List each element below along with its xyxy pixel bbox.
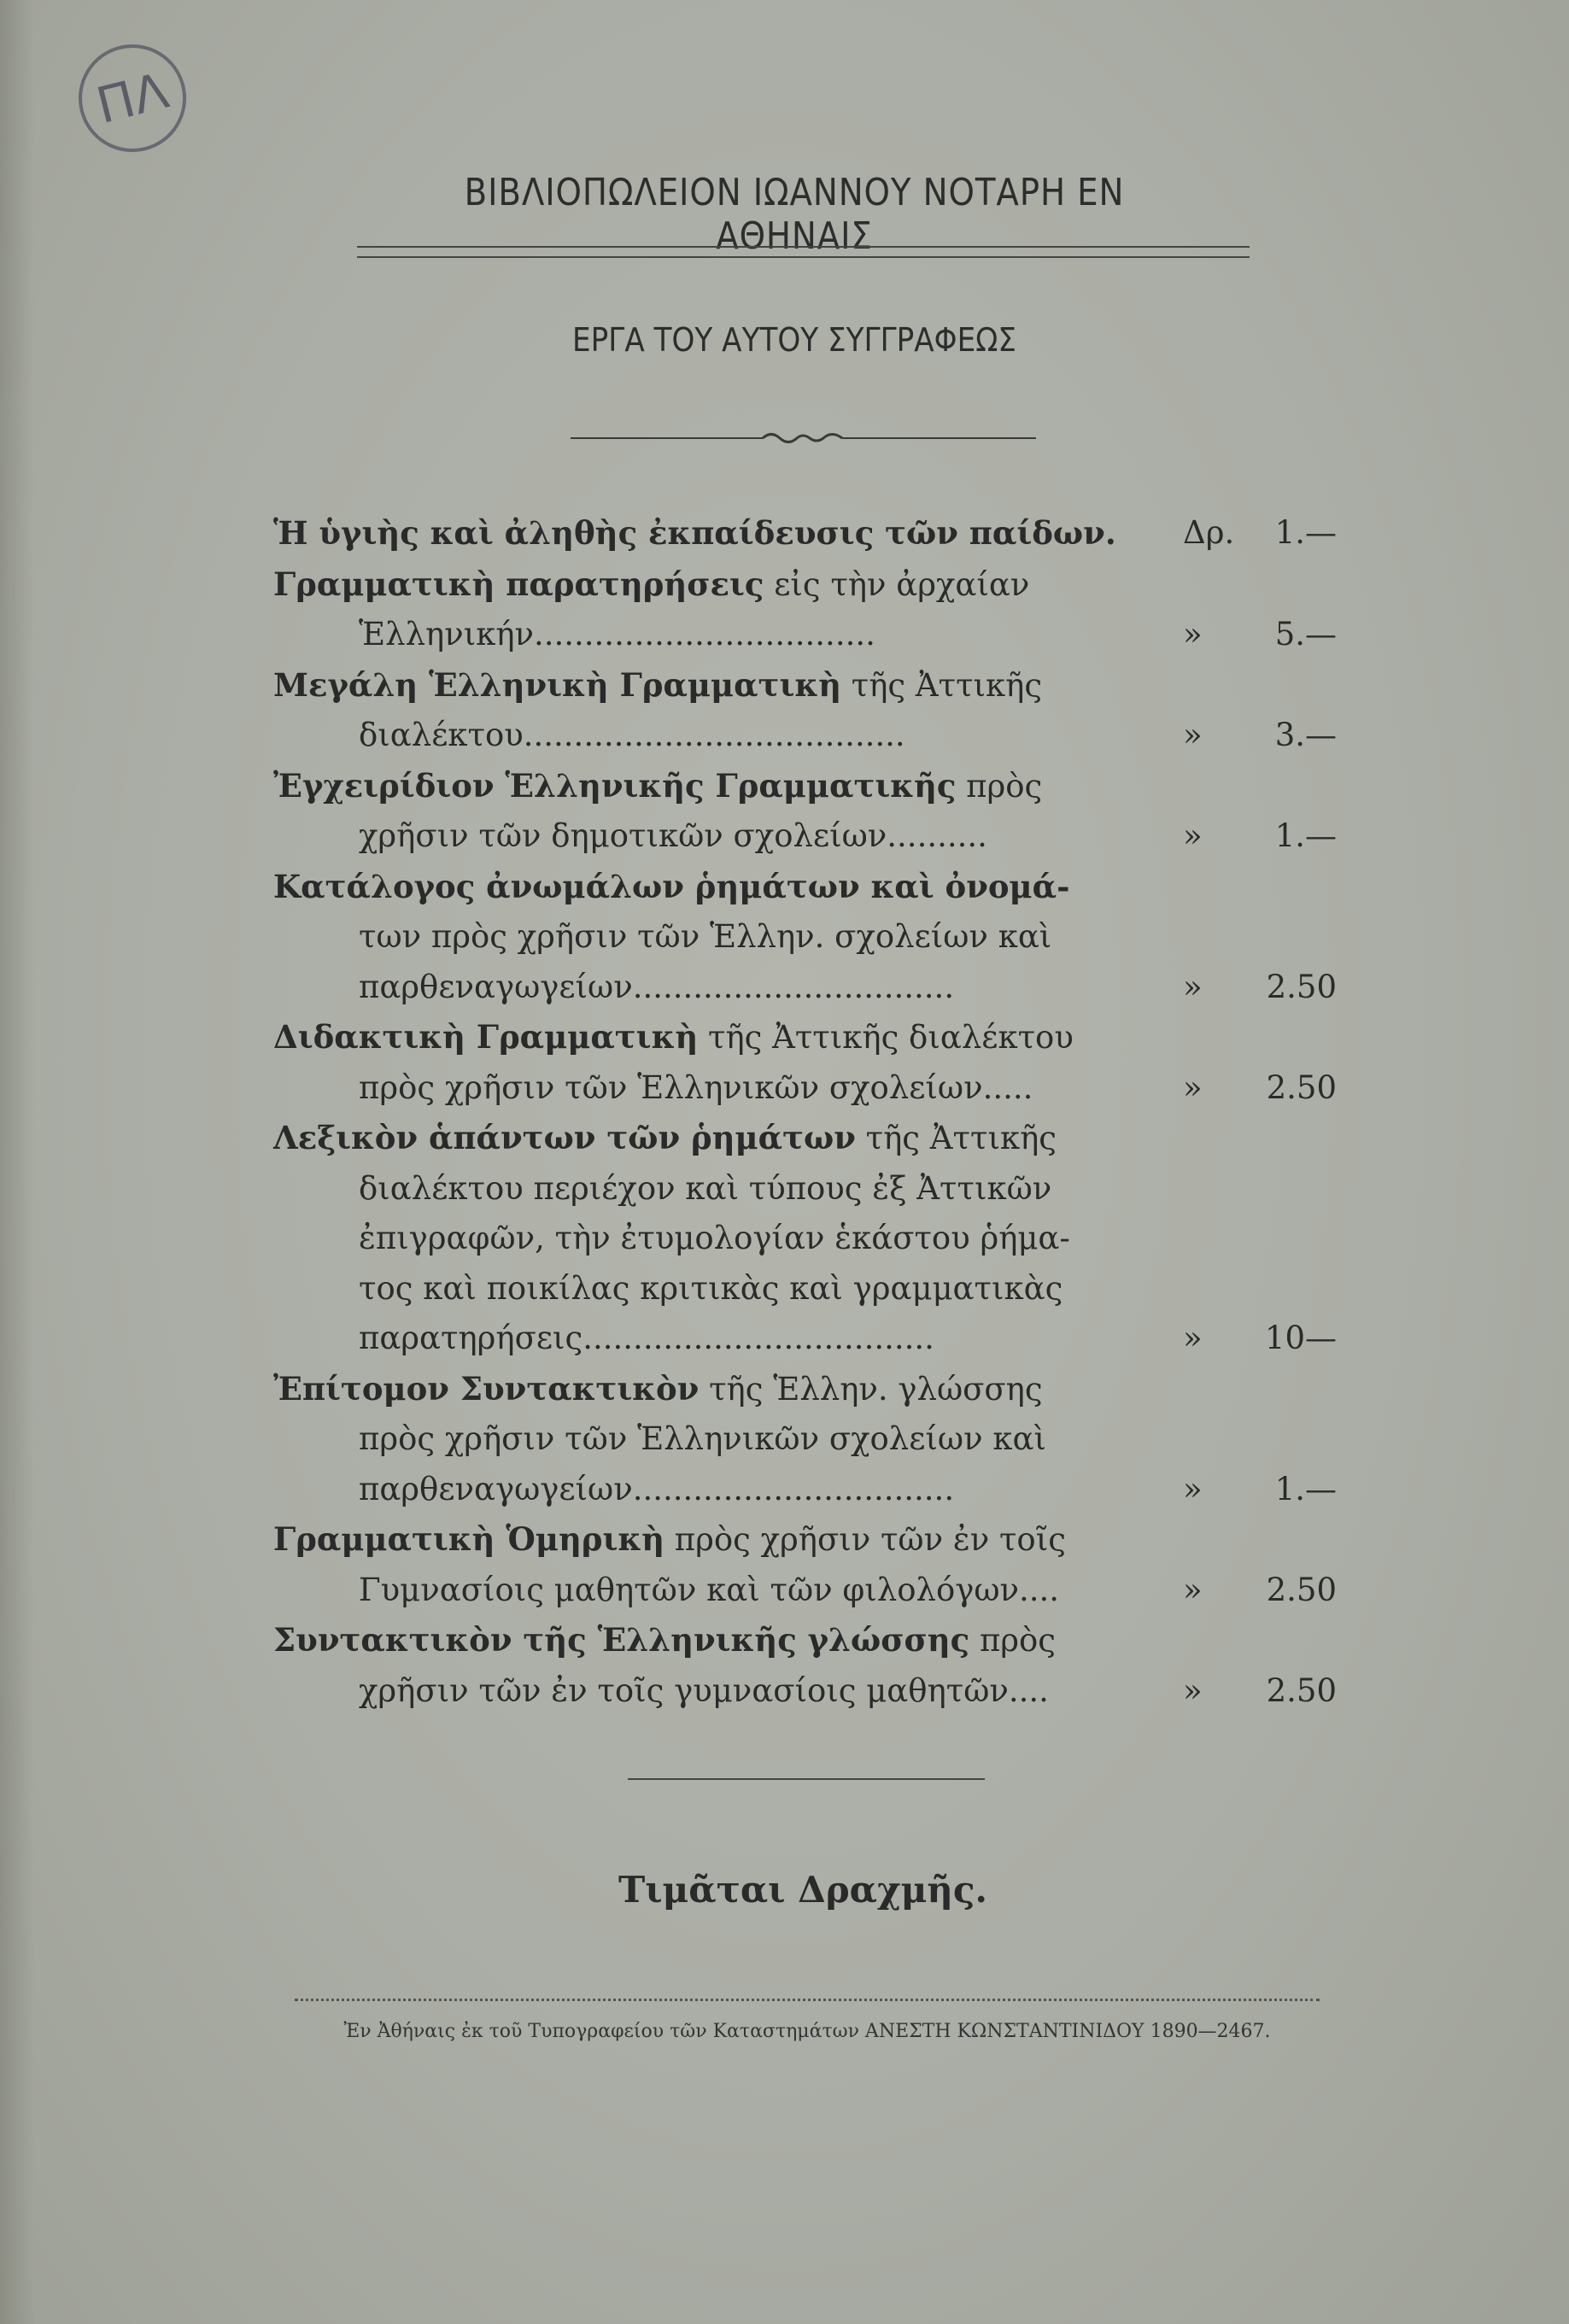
work-description: χρῆσιν τῶν δημοτικῶν σχολείων.......... [359, 817, 987, 854]
work-title: Ἡ ὑγιὴς καὶ ἀληθὴς ἐκπαίδευσις τῶν παίδων. [273, 514, 1116, 552]
currency-mark: » [1183, 1068, 1203, 1106]
work-price [1157, 610, 1337, 660]
work-description: διαλέκτου...................................... [359, 717, 905, 753]
work-entry [273, 1615, 1337, 1716]
work-line [273, 1615, 1337, 1666]
dotted-rule [295, 1999, 1320, 2001]
work-description: εἰς τὴν ἀρχαίαν [764, 565, 1030, 603]
work-title: Ἐπίτομον Συντακτικὸν [273, 1369, 700, 1408]
price-value: 3.— [1274, 717, 1337, 753]
work-entry [273, 1012, 1337, 1113]
price-value: 1.— [1274, 514, 1337, 551]
work-line [273, 711, 1337, 761]
price-value: 2.50 [1266, 1068, 1337, 1106]
work-price [1157, 711, 1337, 761]
work-line [273, 610, 1337, 660]
work-title: Συντακτικὸν τῆς Ἑλληνικῆς γλώσσης [273, 1621, 970, 1659]
work-description: τῆς Ἀττικῆς [855, 1120, 1057, 1156]
work-line [273, 1214, 1337, 1264]
price-value: 10— [1264, 1320, 1337, 1356]
price-value: 1.— [1274, 1470, 1337, 1507]
work-line [273, 963, 1337, 1013]
work-description: τῆς Ἑλλην. γλώσσης [699, 1370, 1043, 1408]
work-description: Γυμνασίοις μαθητῶν καὶ τῶν φιλολόγων.... [359, 1571, 1060, 1608]
price-value: 2.50 [1266, 1571, 1337, 1608]
currency-mark: Δρ. [1183, 514, 1235, 551]
work-price [1157, 1063, 1337, 1114]
work-title: Ἐγχειρίδιον Ἑλληνικῆς Γραμματικῆς [273, 766, 957, 805]
work-title: Λεξικὸν ἁπάντων τῶν ῥημάτων [273, 1119, 856, 1156]
work-description: πρὸς χρῆσιν τῶν ἐν τοῖς [664, 1521, 1066, 1558]
work-line [273, 761, 1337, 812]
work-description: Ἑλληνικήν.................................. [359, 616, 875, 653]
work-title: Κατάλογος ἀνωμάλων ῥημάτων καὶ ὀνομά- [273, 867, 1070, 905]
work-price [1157, 811, 1337, 862]
ornament-divider [571, 425, 1036, 451]
work-description: παρατηρήσεις................................... [359, 1320, 934, 1356]
header-double-rule [357, 246, 1250, 258]
currency-mark: » [1183, 817, 1203, 854]
works-subtitle: ΕΡΓΑ ΤΟΥ ΑΥΤΟΥ ΣΥΓΓΡΑΦΕΩΣ [572, 321, 1016, 359]
work-line [273, 1164, 1337, 1215]
work-title: Γραμματικὴ παρατηρήσεις [273, 565, 764, 603]
printer-imprint: Ἐν Ἀθήναις ἐκ τοῦ Τυπογραφείου τῶν Καταστημάτων ΑΝΕΣΤΗ ΚΩΝΣΤΑΝΤΙΝΙΔΟΥ 1890—2467. [343, 2021, 1271, 2042]
work-description: παρθεναγωγείων................................ [359, 1470, 955, 1507]
work-line [273, 1264, 1337, 1314]
work-price [1157, 1566, 1337, 1616]
work-line [273, 1666, 1337, 1717]
price-value: 5.— [1274, 616, 1337, 653]
currency-mark: » [1183, 1671, 1203, 1709]
work-price [1157, 963, 1337, 1013]
currency-mark: » [1183, 616, 1203, 653]
work-title: Μεγάλη Ἑλληνικὴ Γραμματικὴ [273, 665, 841, 704]
work-description: πρὸς [956, 767, 1043, 805]
work-line [273, 1113, 1337, 1164]
work-entry [273, 1113, 1337, 1364]
bottom-rule [628, 1778, 985, 1780]
work-price [1157, 1314, 1337, 1364]
work-description: ἐπιγραφῶν, τὴν ἐτυμολογίαν ἑκάστου ῥήμα- [359, 1220, 1070, 1256]
work-line [273, 862, 1337, 913]
work-line [273, 1414, 1337, 1465]
price-value: 2.50 [1266, 1671, 1337, 1709]
work-description: πρὸς [969, 1622, 1057, 1659]
work-entry [273, 559, 1337, 660]
work-price [1157, 508, 1337, 559]
work-line [273, 811, 1337, 862]
work-line [273, 559, 1337, 611]
currency-mark: » [1183, 1320, 1203, 1356]
work-description: πρὸς χρῆσιν τῶν Ἑλληνικῶν σχολείων καὶ [359, 1420, 1046, 1457]
work-line [273, 1314, 1337, 1364]
work-description: διαλέκτου περιέχον καὶ τύπους ἐξ Ἀττικῶν [359, 1169, 1052, 1207]
work-price [1157, 1465, 1337, 1515]
library-stamp: ΠΛ [67, 33, 198, 164]
work-title: Γραμματικὴ Ὁμηρικὴ [273, 1520, 665, 1558]
work-description: των πρὸς χρῆσιν τῶν Ἑλλην. σχολείων καὶ [359, 918, 1052, 955]
currency-mark: » [1183, 717, 1203, 753]
currency-mark: » [1183, 1571, 1203, 1608]
work-line [273, 508, 1337, 559]
work-price [1157, 1666, 1337, 1717]
work-entry [273, 660, 1337, 761]
work-line [273, 1566, 1337, 1616]
work-entry [273, 1514, 1337, 1615]
work-entry [273, 761, 1337, 862]
work-entry [273, 508, 1337, 559]
work-line [273, 1514, 1337, 1566]
work-title: Διδακτικὴ Γραμματικὴ [273, 1018, 699, 1056]
currency-mark: » [1183, 1470, 1203, 1507]
work-description: παρθεναγωγείων................................ [359, 968, 955, 1005]
works-list [273, 508, 1337, 1716]
page-edge-shadow [0, 0, 34, 2324]
work-description: χρῆσιν τῶν ἐν τοῖς γυμνασίοις μαθητῶν.... [359, 1671, 1049, 1709]
work-description: πρὸς χρῆσιν τῶν Ἑλληνικῶν σχολείων..... [359, 1068, 1033, 1106]
work-line [273, 1063, 1337, 1114]
work-line [273, 1364, 1337, 1415]
work-line [273, 1012, 1337, 1063]
work-description: τῆς Ἀττικῆς [841, 666, 1043, 704]
work-entry [273, 862, 1337, 1013]
work-description: τῆς Ἀττικῆς διαλέκτου [698, 1019, 1074, 1056]
work-line [273, 912, 1337, 963]
price-value: 2.50 [1266, 968, 1337, 1005]
bookstore-header: ΒΙΒΛΙΟΠΩΛΕΙΟΝ ΙΩΑΝΝΟΥ ΝΟΤΑΡΗ ΕΝ ΑΘΗΝΑΙΣ [464, 171, 1125, 258]
price-value: 1.— [1274, 817, 1337, 854]
price-note: Τιμᾶται Δραχμῆς. [618, 1869, 988, 1911]
work-entry [273, 1364, 1337, 1515]
work-line [273, 1465, 1337, 1515]
work-description: τος καὶ ποικίλας κριτικὰς καὶ γραμματικὰς [359, 1269, 1063, 1307]
currency-mark: » [1183, 968, 1203, 1005]
work-line [273, 660, 1337, 711]
